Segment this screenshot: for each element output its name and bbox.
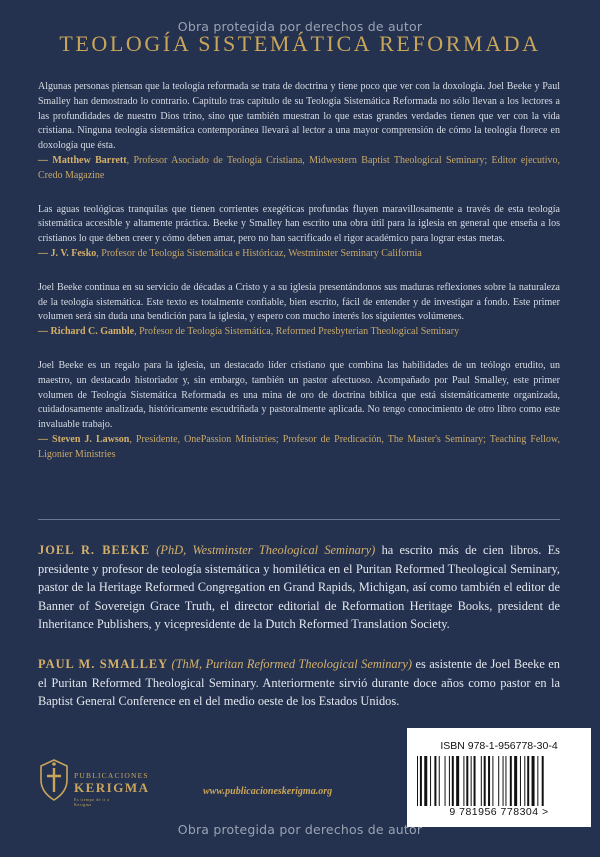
barcode-digits: 9 781956 778304 >	[449, 806, 549, 818]
endorsements	[38, 80, 560, 482]
author-bio-text: ha escrito más de cien libros. Es presidente y profesor de teología sistemática y homilética en el Puritan Reformed Theological Seminary, pastor de la Heritage Reformed Congregation en Grand Rapids, Michigan, así como también el editor de Banner of Sovereign Grace Truth, el director editorial de Reformation Heritage Books, president de Inheritance Publishers, y vicepresidente de la Dutch Reformed Translation Society.	[38, 543, 560, 632]
publisher-label: PUBLICACIONES	[74, 771, 149, 780]
watermark-bottom: Obra protegida por derechos de autor	[177, 822, 423, 837]
publisher-website: www.publicacioneskerigma.org	[203, 786, 333, 797]
endorsement	[38, 281, 560, 340]
author-name: PAUL M. SMALLEY	[38, 657, 169, 671]
endorsement-text: Algunas personas piensan que la teología reformada se trata de doctrina y tiene poco que ver con la doxología. Joel Beeke y Paul Smalley han demostrado lo contrario. Capítulo tras capítulo de su Teología Sistemática Reformada no sólo llevan a los lectores a las profundidades de nuestro Dios trino, sino que también muestran lo que estas grandes verdades tienen que ver con la vida cristiana. Ninguna teología sistemática contemporánea llevará al lector a una mayor comprensión de cómo la teología florece en doxología que ésta.	[38, 81, 560, 152]
watermark-top: Obra protegida por derechos de autor	[177, 19, 423, 34]
endorser-role: , Profesor de Teología Sistemática e Históricaz, Westminster Seminary California	[96, 247, 422, 259]
endorser-role: , Presidente, OnePassion Ministries; Profesor de Predicación, The Master's Seminary; Teaching Fellow, Ligonier Ministries	[38, 433, 560, 460]
endorsement	[38, 359, 560, 463]
author-bio-beeke	[38, 541, 560, 634]
endorser-role: , Profesor Asociado de Teología Cristiana, Midwestern Baptist Theological Seminary; Editor ejecutivo, Credo Magazine	[38, 154, 561, 181]
endorsement-attribution	[38, 247, 560, 262]
endorsement	[38, 80, 560, 184]
author-credential: (PhD, Westminster Theological Seminary)	[156, 543, 376, 557]
author-bio-text: es asistente de Joel Beeke en el Puritan Reformed Theological Seminary. Anteriormente sirvió durante doce años como pastor en la Baptist General Conference en el del medio oeste de los Estados Unidos.	[38, 657, 560, 709]
endorser-name: — J. V. Fesko	[38, 247, 97, 259]
book-title: TEOLOGÍA SISTEMÁTICA REFORMADA	[59, 31, 541, 56]
author-bio-smalley	[38, 655, 560, 711]
author-name: JOEL R. BEEKE	[38, 543, 150, 557]
endorsement	[38, 203, 560, 262]
endorsement-text: Las aguas teológicas tranquilas que tienen corrientes exegéticas profundas fluyen maravillosamente a través de esta teología sistemática accesible y altamente práctica. Beeke y Smalley han escrito una obra útil para la iglesia en general que enseña a los cristianos lo que deben creer y cómo deben amar, pero no han sacrificado el rigor académico para lograr estas metas.	[38, 203, 560, 245]
endorser-name: — Richard C. Gamble	[38, 326, 135, 338]
endorser-name: — Matthew Barrett	[38, 154, 127, 166]
publisher-name: KERIGMA	[74, 780, 150, 795]
crest-icon	[38, 758, 70, 802]
endorsement-attribution	[38, 325, 560, 340]
barcode-icon	[417, 756, 581, 806]
endorsement-attribution	[38, 433, 560, 463]
endorser-role: , Profesor de Teología Sistemática, Reformed Presbyterian Theological Seminary	[134, 326, 460, 338]
isbn-barcode	[407, 728, 591, 827]
section-divider	[38, 519, 560, 520]
publisher-logo	[38, 758, 150, 810]
endorsement-text: Joel Beeke es un regalo para la iglesia, un destacado líder cristiano que combina las habilidades de un teólogo erudito, un maestro, un destacado historiador y, sin embargo, también un pastor afectuoso. Acompañado por Paul Smalley, este primer volumen de Teología Sistemática Reformada es una mina de oro de doctrina bíblica que está sistemáticamente organizada, cuidadosamente analizada, históricamente escudriñada y pastoralmente aplicada. No tengo conocimiento de otro libro como este invaluable trabajo.	[38, 359, 560, 431]
endorsement-attribution	[38, 154, 560, 184]
publisher-motto: Es tiempo de ir a Kerigma	[74, 797, 110, 807]
endorsement-text: Joel Beeke continua en su servicio de décadas a Cristo y a su iglesia presentándonos sus maduras reflexiones sobre la naturaleza de la teología sistemática. Este texto es totalmente confiable, bien escrito, fácil de entender y de investigar a fondo. Este primer volumen será sin duda una bendición para la iglesia, y espero con mucho interés los siguientes volúmenes.	[38, 281, 560, 323]
isbn-label: ISBN 978-1-956778-30-4	[440, 740, 558, 752]
author-credential: (ThM, Puritan Reformed Theological Seminary)	[171, 657, 413, 671]
endorser-name: — Steven J. Lawson	[38, 433, 130, 445]
